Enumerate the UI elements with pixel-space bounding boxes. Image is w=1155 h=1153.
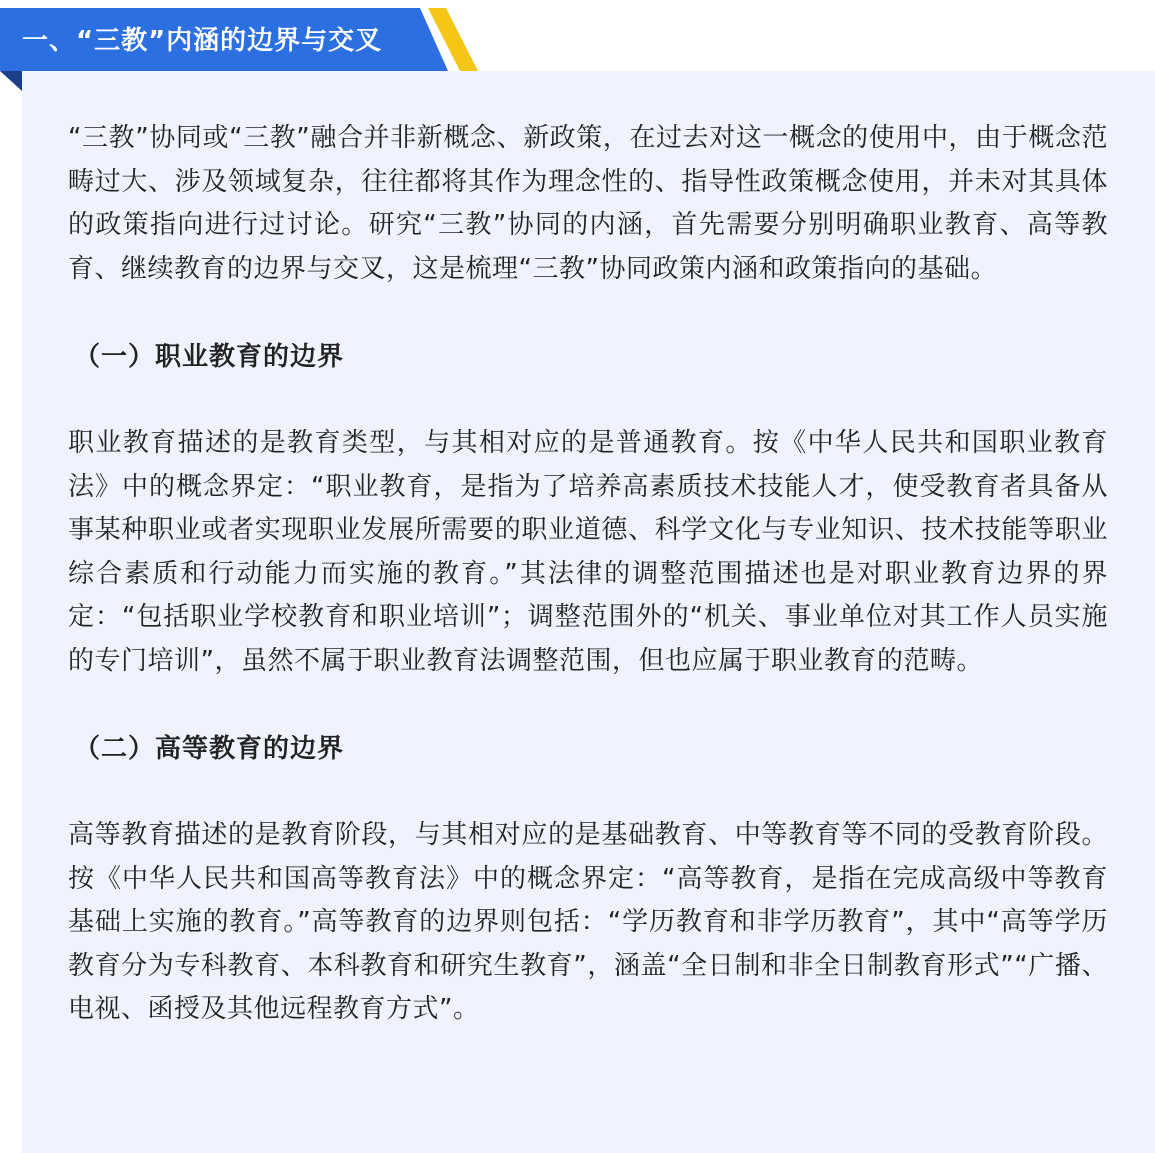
banner-fold-decoration (0, 71, 22, 91)
vocational-education-heading: （一）职业教育的边界 (74, 342, 345, 372)
higher-education-heading: （二）高等教育的边界 (74, 734, 345, 764)
vocational-education-paragraph: 职业教育描述的是教育类型，与其相对应的是普通教育。按《中华人民共和国职业教育法》中的概念界定：“职业教育，是指为了培养高素质技术技能人才，使受教育者具备从事某种职业或者实现职业发展所需要的职业道德、科学文化与专业知识、技术技能等职业综合素质和行动能力而实施的教育。”其法律的调整范围描述也是对职业教育边界的界定：“包括职业学校教育和职业培训”；调整范围外的“机关、事业单位对其工作人员实施的专门培训”，虽然不属于职业教育法调整范围，但也应属于职业教育的范畴。 (68, 428, 1108, 676)
article-body (68, 117, 1108, 1032)
section-title: 一、“三教”内涵的边界与交叉 (22, 26, 383, 56)
intro-paragraph: “三教”协同或“三教”融合并非新概念、新政策，在过去对这一概念的使用中，由于概念范畴过大、涉及领域复杂，往往都将其作为理念性的、指导性政策概念使用，并未对其具体的政策指向进行过讨论。研究“三教”协同的内涵，首先需要分别明确职业教育、高等教育、继续教育的边界与交叉，这是梳理“三教”协同政策内涵和政策指向的基础。 (68, 123, 1108, 284)
higher-education-paragraph: 高等教育描述的是教育阶段，与其相对应的是基础教育、中等教育等不同的受教育阶段。按《中华人民共和国高等教育法》中的概念界定：“高等教育，是指在完成高级中等教育基础上实施的教育。”高等教育的边界则包括：“学历教育和非学历教育”，其中“高等学历教育分为专科教育、本科教育和研究生教育”，涵盖“全日制和非全日制教育形式”“广播、电视、函授及其他远程教育方式”。 (68, 820, 1108, 1024)
